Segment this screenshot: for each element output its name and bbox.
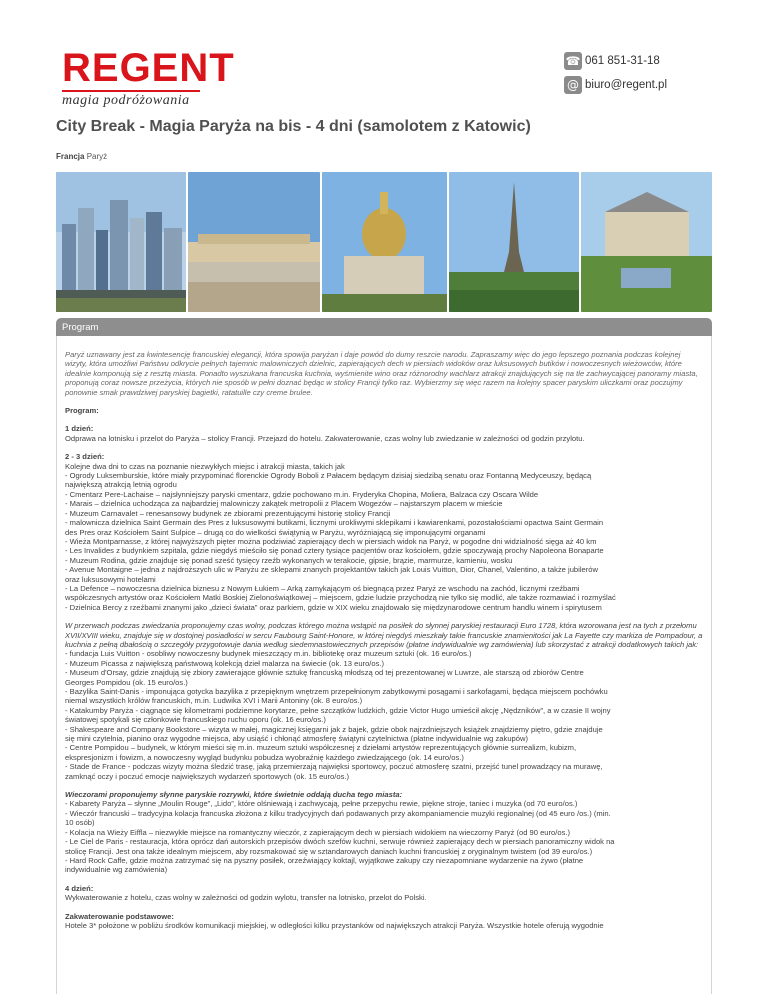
accommodation-text: Hotele 3* położone w pobliżu środków komunikacji miejskiej, w odległości kilku przystanków od największych atrakcji Paryża. Wszystkie hotele oferują wygodnie: [65, 920, 604, 930]
tab-program[interactable]: Program: [56, 318, 712, 336]
page-title: City Break - Magia Paryża na bis - 4 dni (samolotem z Katowic): [56, 118, 531, 135]
logo-underline: [62, 90, 200, 92]
day23-line: - Muzeum Carnavalet – renesansowy budynek ze zbiorami prezentującymi historię stolicy Francji: [65, 508, 391, 518]
evening-line: indywidualnie wg zamówienia): [65, 865, 168, 875]
day23-line: - Wieża Montparnasse, z której najwyższych pięter można podziwiać zapierający dech w piersiach widok na Paryż, w pogodne dni widzialność sięga aż 40 km: [65, 536, 597, 546]
program-content: [56, 336, 712, 994]
day1-text: Odprawa na lotnisku i przelot do Paryża – stolicy Francji. Przejazd do hotelu. Zakwaterowanie, czas wolny lub zwiedzanie w zależności od godzin przylotu.: [65, 433, 585, 443]
breadcrumb: [56, 152, 107, 161]
breadcrumb-city[interactable]: Paryż: [86, 152, 108, 161]
evening-line: - Wieczór francuski – tradycyjna kolacja francuska złożona z kilku tradycyjnych dań podawanych przy akompaniamencie muzyki regionalnej (od 45 euro /os.) (min.: [65, 808, 611, 818]
optional-line: - Bazylika Saint-Danis - imponująca gotycka bazylika z przepięknym wnętrzem przepełnionym zabytkowymi posągami i sarkofagami, będąca miejscem pochówku: [65, 687, 608, 696]
gardens-image: [581, 172, 712, 312]
optional-line: się mini czytelnia, pianino oraz wygodne miejsca, aby usiąść i chłonąć atmosferę świątyni czytelnictwa (płatne indywidualnie wg zakupów): [65, 734, 529, 744]
photo-versailles[interactable]: [188, 172, 320, 312]
breadcrumb-country[interactable]: Francja: [56, 152, 85, 161]
accommodation-heading: Zakwaterowanie podstawowe:: [65, 911, 174, 921]
optional-line: niemal wszystkich królów francuskich, m.in. Ludwika XVI i Marii Antoniny (ok. 8 euro/os.): [65, 696, 363, 706]
optional-intro: W przerwach podczas zwiedzania proponujemy czas wolny, podczas którego można wstąpić na posiłek do słynnej paryskiej restauracji Euro 1728, która wzorowana jest na tych z przełomu XVII/XVIII wieku, znajduje się w dostojnej posiadłości w sercu Faubourg Saint-Honore, w której niegdyś mieszkały takie francuskie znamienitości jak La Fayette czy markiza de Pompadour, a kuchnia z pełną dbałością o szczegóły przygotowuje dania według siedemnastowiecznych przepisów (płatne indywidualnie wg zamówienia) lub skorzystać z atrakcji dodatkowych takich jak:: [65, 621, 703, 649]
phone-icon: ☎: [565, 54, 581, 68]
day23-line: - Ogrody Luksemburskie, które miały przypominać florenckie Ogrody Boboli z Pałacem będącym dzisiaj siedzibą senatu oraz Fontanną Medyceuszy, będącą: [65, 471, 592, 481]
contact-box: [564, 50, 714, 98]
day4-heading: 4 dzień:: [65, 883, 94, 893]
evening-line: - Le Ciel de Paris - restauracja, która oprócz dań autorskich przepisów dwóch szefów kuchni, serwuje również zapierający dech w piersiach panoramiczny widok na: [65, 837, 615, 847]
day23-line: - Les Invalides z budynkiem szpitala, gdzie niegdyś mieściło się ponad cztery tysiące pacjentów oraz kościołem, gdzie spoczywają prochy Napoleona Bonaparte: [65, 546, 604, 556]
day23-line: - La Defence – nowoczesna dzielnica biznesu z Nowym Łukiem – Arką zamykającym oś biegnącą przez Paryż ze wschodu na zachód, licznymi rzeźbami: [65, 583, 580, 593]
photo-eiffel-tower[interactable]: [449, 172, 579, 312]
optional-line: - Stade de France - podczas wizyty można śledzić trasę, jaką przemierzają najwięksi sportowcy, poczuć atmosferę szatni, przejść tunel prowadzący na murawę,: [65, 762, 603, 772]
day23-line: oraz luksusowymi hotelami: [65, 574, 156, 584]
eiffel-image: [449, 172, 579, 312]
program-heading: Program:: [65, 406, 99, 416]
intro-paragraph: Paryż uznawany jest za kwintesencję francuskiej elegancji, która spowija paryżan i daje powód do dumy reszcie narodu. Zapraszamy więc do jego lepszego poznania podczas kolejnej wizyty, która umożliwi Państwu odkrycie pełnych tajemnic malowniczych dzielnic, zapierających dech w piersiach widoków oraz luksusowych butików i nowoczesnych wieżowców, które idealnie komponują się z resztą miasta. Ponadto wyszukana francuska kuchnia, wyśmienite wino oraz różnorodny wachlarz atrakcji znajdujących się na tle zachwycającej panoramy miasta, proponują coraz nowsze przeżycia, których nie sposób w pełni doznać będąc w stolicy Francji tylko raz. Wybierzmy się więc razem na kolejny spacer paryskim uliczkami oraz poczujmy ponownie smak prawdziwej paryskiej bagietki, ratatuille czy creme brulee.: [65, 350, 698, 397]
day23-line: - Avenue Montaigne – jedna z najdroższych ulic w Paryżu ze sklepami znanych projektantów takich jak Louis Vuitton, Dior, Chanel, Valentino, a także jubilerów: [65, 565, 598, 575]
at-icon: @: [564, 76, 582, 94]
day4-text: Wykwaterowanie z hotelu, czas wolny w zależności od godzin wylotu, transfer na lotnisko, przelot do Polski.: [65, 893, 427, 903]
optional-line: - Muzeum Picassa z największą państwową kolekcją dzieł malarza na świecie (ok. 13 euro/os.): [65, 658, 385, 668]
regent-logo[interactable]: [62, 46, 235, 110]
phone-number: 061 851-31-18: [585, 55, 660, 67]
day23-line: Kolejne dwa dni to czas na poznanie niezwykłych miejsc i atrakcji miasta, takich jak: [65, 461, 345, 471]
contact-phone[interactable]: [564, 50, 714, 72]
day1-heading: 1 dzień:: [65, 424, 94, 434]
email-address[interactable]: biuro@regent.pl: [585, 79, 667, 91]
contact-email[interactable]: [564, 74, 714, 96]
logo-tagline: magia podróżowania: [62, 93, 190, 108]
optional-line: światowej spotykali się członkowie francuskiego ruchu oporu (ok. 16 euro/os.): [65, 715, 326, 725]
optional-line: zamknąć oczy i poczuć emocje największych wydarzeń sportowych (ok. 15 euro/os.): [65, 771, 350, 781]
day23-line: - Dzielnica Bercy z rzeźbami znanymi jako „dzieci świata” oraz parkiem, gdzie w XIX wieku znajdowało się międzynarodowe centrum handlu winem i spirytusem: [65, 602, 602, 612]
day23-line: współczesnych artystów oraz Kościołem Matki Boskiej Zielonoświątkowej – miejscem, gdzie ludzie przychodzą nie tylko się modlić, ale także rozmawiać i rozmyślać: [65, 593, 616, 603]
photo-les-invalides[interactable]: [322, 172, 447, 312]
day23-line: - Muzeum Rodina, gdzie znajduje się ponad sześć tysięcy rzeźb wykonanych w terakocie, gipsie, brązie, marmurze, kamieniu, wosku: [65, 555, 513, 565]
evening-line: - Kolacja na Wieży Eiffla – niezwykłe miejsce na romantyczny wieczór, z zapierającym dech w piersiach widokiem na wieczorny Paryż (od 90 euro/os.): [65, 827, 571, 837]
day23-line: - Cmentarz Pere-Lachaise – najsłynniejszy paryski cmentarz, gdzie pochowano m.in. Fryderyka Chopina, Moliera, Balzaca czy Oscara Wilde: [65, 489, 539, 499]
evening-line: 10 osób): [65, 818, 95, 828]
photo-la-defense[interactable]: [56, 172, 186, 312]
optional-line: ekspresjonizm i fowizm, a nowoczesny wygląd budynku pobudza wyobraźnię każdego zwiedzającego (ok. 14 euro/os.): [65, 752, 464, 762]
skyline-image: [56, 172, 186, 312]
day23-heading: 2 - 3 dzień:: [65, 452, 105, 462]
day23-line: - Marais – dzielnica uchodząca za najbardziej malowniczy zakątek metropolii z Placem Wogezów – najstarszym placem w mieście: [65, 499, 503, 509]
optional-line: - Centre Pompidou – budynek, w którym mieści się m.in. muzeum sztuki współczesnej z dziełami artystów reprezentujących głównie surrealizm, kubizm,: [65, 743, 577, 753]
optional-line: - fundacja Luis Vuitton - osobliwy nowoczesny budynek mieszczący m.in. bibliotekę oraz muzeum sztuki (ok. 16 euro/os.): [65, 649, 472, 659]
day23-line: - malownicza dzielnica Saint Germain des Pres z luksusowymi butikami, licznymi urokliwymi sklepikami i kawiarenkami, pozostałościami opactwa Saint Germain: [65, 518, 604, 528]
evening-line: stolicę Francji. Jest ona także idealnym miejscem, aby rozsmakować się w sztandarowych daniach kuchni francuskiej z oryginalnym twistem (od 39 euro/os.): [65, 846, 593, 856]
evening-intro: Wieczorami proponujemy słynne paryskie rozrywki, które świetnie oddają ducha tego miasta:: [65, 790, 403, 800]
dome-image: [322, 172, 447, 312]
optional-line: - Shakespeare and Company Bookstore – wizyta w małej, magicznej księgarni jak z bajek, gdzie obok najrzdniejszych książek znajdziemy piętro, gdzie znajduje: [65, 724, 603, 734]
day23-line: największą atrakcją letnią ogrodu: [65, 480, 177, 490]
optional-line: - Museum d'Orsay, gdzie znajdują się zbiory zawierające głównie sztukę francuską młodszą od tej prezentowanej w Luwrze, ale starszą od zbiorów Centre: [65, 668, 584, 678]
logo-wordmark: REGENT: [62, 46, 235, 90]
optional-line: Georges Pompidou (ok. 15 euro/os.): [65, 677, 188, 687]
optional-line: - Katakumby Paryża - ciągnące się kilometrami podziemne korytarze, pełne szczątków ludzkich, gdzie Victor Hugo umieścił akcję „Nędzników”, a w czasie II wojny: [65, 705, 611, 715]
photo-palace-gardens[interactable]: [581, 172, 712, 312]
palace-image: [188, 172, 320, 312]
day23-line: des Pres oraz Kościołem Saint Sulpice – drugą co do wielkości świątynią w Paryżu, wyróżniającą się imponującymi organami: [65, 527, 486, 537]
evening-line: - Kabarety Paryża – słynne „Moulin Rouge”, „Lido”, które olśniewają i zachwycają, pełne przepychu rewie, piękne stroje, taniec i muzyka (od 70 euro/os.): [65, 799, 578, 809]
evening-line: - Hard Rock Caffe, gdzie można zatrzymać się na pyszny posiłek, orzeźwiający koktajl, wyjątkowe zakupy czy niezapomniane wydarzenie na żywo (płatne: [65, 855, 584, 865]
